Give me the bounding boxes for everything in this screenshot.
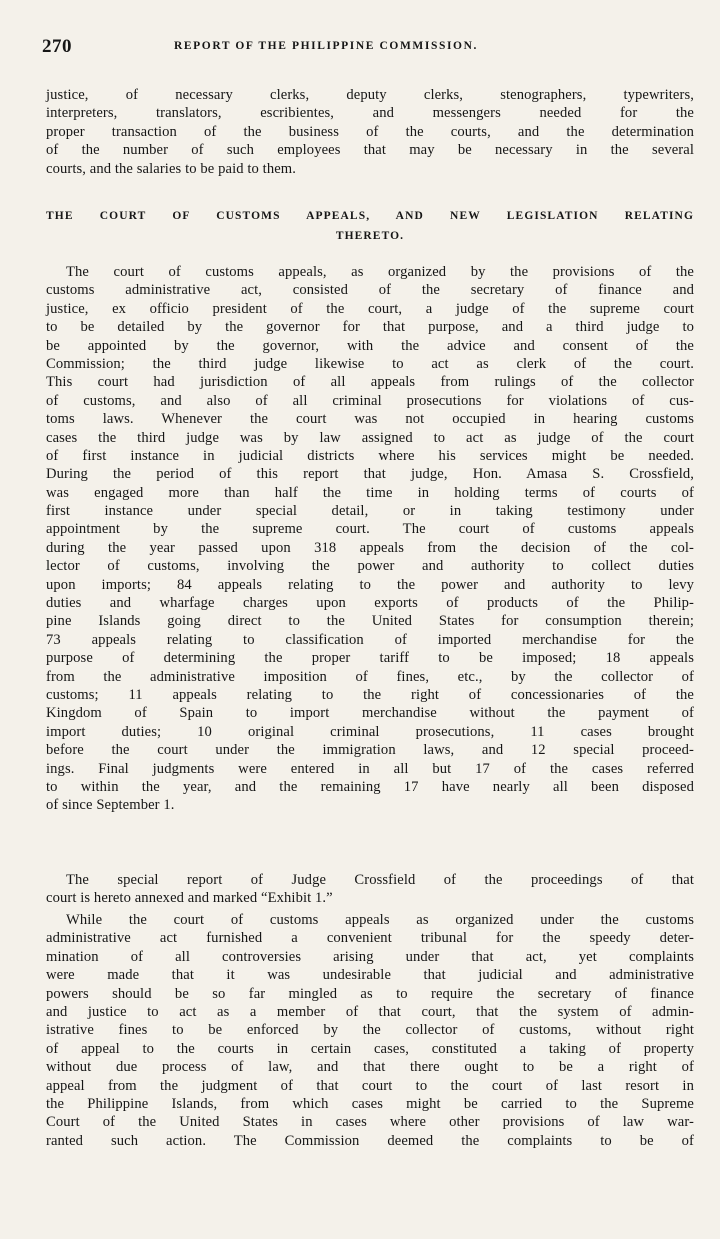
text-line: was engaged more than half the time in holding terms of courts of (46, 484, 694, 501)
text-line: 73 appeals relating to classification of imported merchandise for the (46, 631, 694, 648)
page-number: 270 (42, 36, 72, 57)
text-line: court is hereto annexed and marked “Exhibit 1.” (46, 890, 333, 907)
text-line: pine Islands going direct to the United States for consumption therein; (46, 613, 694, 630)
text-line: to be detailed by the governor for that purpose, and a third judge to (46, 319, 694, 336)
text-line: Court of the United States in cases where other provisions of law war- (46, 1114, 694, 1131)
text-line: of customs, and also of all criminal prosecutions for violations of cus- (46, 392, 694, 409)
text-line: justice, ex officio president of the court, a judge of the supreme court (46, 300, 694, 317)
text-line: mination of all controversies arising under that act, yet complaints (46, 948, 694, 965)
text-line: of first instance in judicial districts where his services might be needed. (46, 447, 694, 464)
section-heading-line-2: THERETO. (335, 230, 405, 242)
text-line: before the court under the immigration laws, and 12 special proceed- (46, 742, 694, 759)
text-line: interpreters, translators, escribientes, and messengers needed for the (46, 105, 694, 122)
text-line: were made that it was undesirable that judicial and administrative (46, 967, 694, 984)
text-line: While the court of customs appeals as organized under the customs (66, 912, 694, 928)
text-line: of since September 1. (46, 797, 175, 814)
text-line: duties and wharfage charges upon exports of products of the Philip- (46, 595, 694, 612)
section-heading-line-1: THE COURT OF CUSTOMS APPEALS, AND NEW LEGISLATION RELATING (46, 210, 694, 222)
text-line: lector of customs, involving the power and authority to collect duties (46, 558, 694, 575)
text-line: cases the third judge was by law assigned to act as judge of the court (46, 429, 694, 446)
text-line: Commission; the third judge likewise to act as clerk of the court. (46, 355, 694, 372)
text-line: ings. Final judgments were entered in all but 17 of the cases referred (46, 760, 694, 777)
text-line: first instance under special detail, or in taking testimony under (46, 503, 694, 520)
text-line: from the administrative imposition of fines, etc., by the collector of (46, 668, 694, 685)
text-line: The special report of Judge Crossfield of the proceedings of that (66, 872, 694, 888)
text-line: ranted such action. The Commission deemed the complaints to be of (46, 1132, 694, 1149)
text-line: istrative fines to be enforced by the collector of customs, without right (46, 1022, 694, 1039)
paragraph-court-organization (46, 263, 694, 815)
text-line: of appeal to the courts in certain cases, constituted a taking of property (46, 1040, 694, 1057)
text-line: during the year passed upon 318 appeals from the decision of the col- (46, 539, 694, 556)
text-line: purpose of determining the proper tariff to be imposed; 18 appeals (46, 650, 694, 667)
paragraph-complaints (46, 911, 694, 1150)
text-line: and justice to act as a member of that court, that the system of admin- (46, 1003, 694, 1020)
text-line: customs; 11 appeals relating to the right of concessionaries of the (46, 686, 694, 703)
text-line: upon imports; 84 appeals relating to the power and authority to levy (46, 576, 694, 593)
text-line: without due process of law, and that there ought to be a right of (46, 1059, 694, 1076)
page-header (42, 36, 682, 60)
text-line: powers should be so far mingled as to require the secretary of finance (46, 985, 694, 1002)
text-line: customs administrative act, consisted of the secretary of finance and (46, 282, 694, 299)
text-line: Kingdom of Spain to import merchandise without the payment of (46, 705, 694, 722)
text-line: During the period of this report that judge, Hon. Amasa S. Crossfield, (46, 466, 694, 483)
section-heading (46, 206, 694, 246)
text-line: This court had jurisdiction of all appeals from rulings of the collector (46, 374, 694, 391)
text-line: courts, and the salaries to be paid to them. (46, 160, 296, 177)
intro-paragraph (46, 86, 694, 178)
text-line: of the number of such employees that may be necessary in the several (46, 142, 694, 159)
text-line: the Philippine Islands, from which cases might be carried to the Supreme (46, 1095, 694, 1112)
text-line: The court of customs appeals, as organized by the provisions of the (66, 264, 694, 280)
text-line: administrative act furnished a convenient tribunal for the speedy deter- (46, 930, 694, 947)
text-line: import duties; 10 original criminal prosecutions, 11 cases brought (46, 723, 694, 740)
text-line: appeal from the judgment of that court to the court of last resort in (46, 1077, 694, 1094)
text-line: proper transaction of the business of the courts, and the determination (46, 123, 694, 140)
paragraph-special-report (46, 871, 694, 908)
text-line: to within the year, and the remaining 17 have nearly all been disposed (46, 778, 694, 795)
text-line: justice, of necessary clerks, deputy clerks, stenographers, typewriters, (46, 87, 694, 103)
text-line: appointment by the supreme court. The court of customs appeals (46, 521, 694, 538)
text-line: be appointed by the governor, with the advice and consent of the (46, 337, 694, 354)
running-title: REPORT OF THE PHILIPPINE COMMISSION. (174, 40, 478, 52)
text-line: toms laws. Whenever the court was not occupied in hearing customs (46, 411, 694, 428)
